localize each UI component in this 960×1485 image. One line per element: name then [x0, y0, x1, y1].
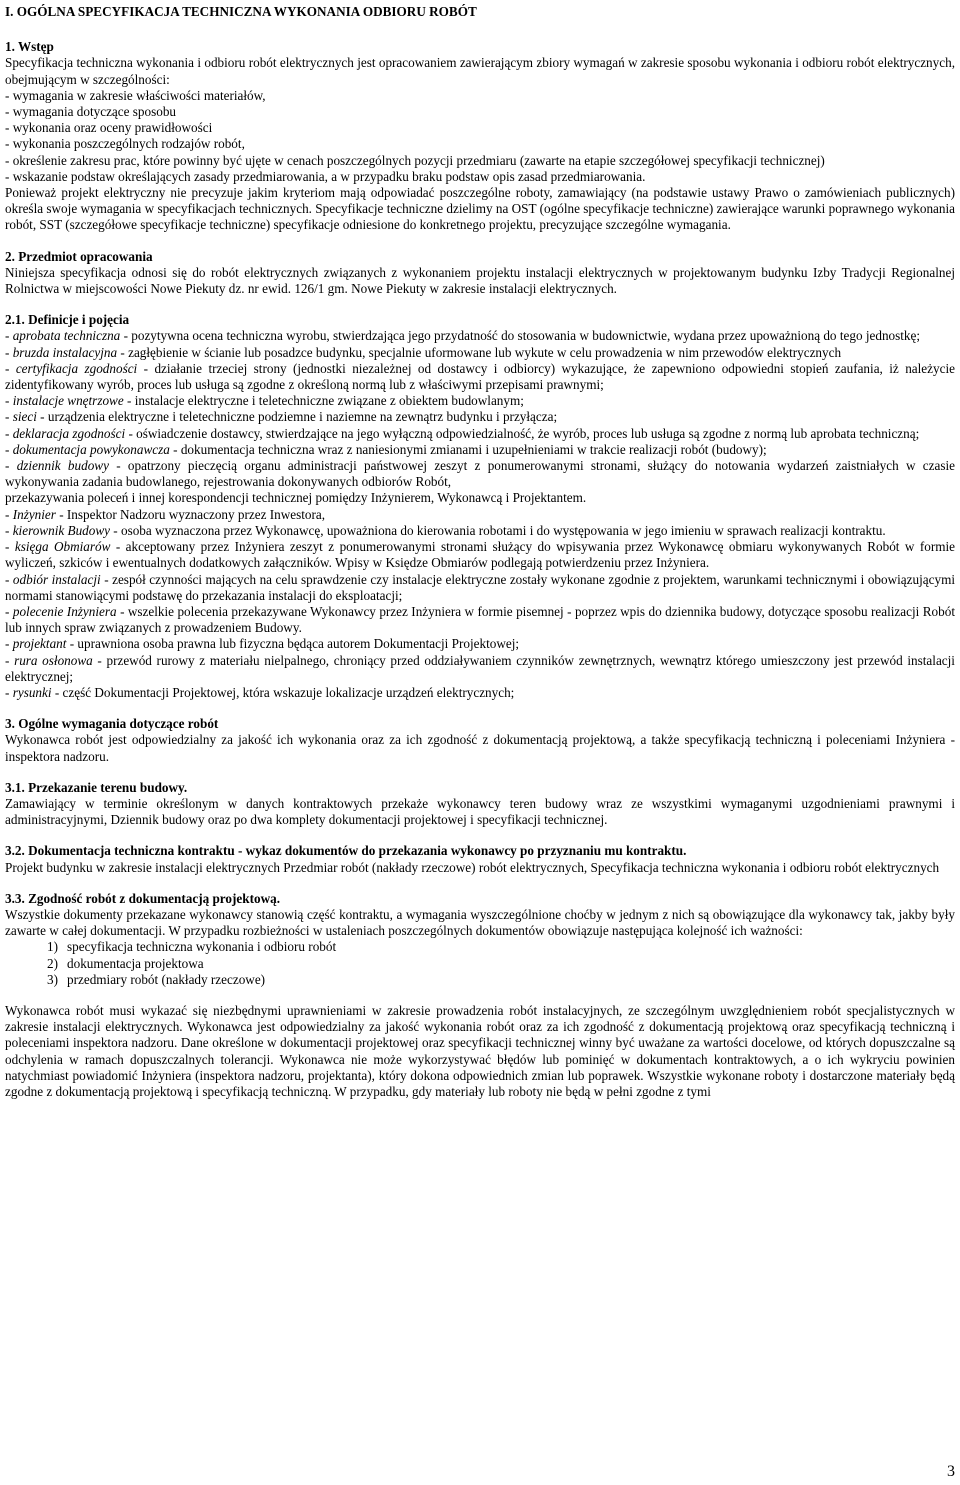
definition-text: - pozytywna ocena techniczna wyrobu, stwierdzająca jego przydatność do stosowania w budownictwie, wydana przez upoważnioną do tego jednostkę;: [120, 328, 921, 344]
section-3-heading: 3. Ogólne wymagania dotyczące robót: [5, 716, 219, 732]
definition-term: instalacje wnętrzowe: [12, 393, 124, 409]
definition-dash: -: [5, 328, 13, 344]
definition-term: dokumentacja powykonawcza: [12, 441, 170, 457]
list-item: - wykonania poszczególnych rodzajów robót,: [5, 136, 245, 152]
definition-item: [5, 345, 955, 361]
definition-text: - Inspektor Nadzoru wyznaczony przez Inwestora,: [55, 506, 326, 522]
definition-item: [5, 490, 955, 506]
section-3-1-heading: 3.1. Przekazanie terenu budowy.: [5, 779, 188, 795]
definition-text: - urządzenia elektryczne i teletechniczne podziemne i naziemne na zewnątrz budynku i przyłącza;: [36, 409, 558, 425]
section-3-3-final: Wykonawca robót musi wykazać się niezbędnymi uprawnieniami w zakresie prowadzenia robót instalacyjnych, ze szczególnym uwzględnieniem robót specjalistycznych w zakresie instalacji elektrycznych. Wykonawca jest odpowiedzialny za jakość wykonania robót oraz za ich zgodność z dokumentacją projektową oraz specyfikacją techniczną i poleceniami inspektora nadzoru. Dane określone w dokumentacji projektowej oraz specyfikacji technicznej winny być uważane za wartości docelowe, od których dopuszczalne są odchylenia w ramach dopuszczalnych tolerancji. Wykonawca nie może wykorzystywać błędów lub pominięć w dokumentach kontraktowych, a o ich wykryciu powinien natychmiast powiadomić Inżyniera (inspektora nadzoru, projektanta), który dokona odpowiednich zmian lub poprawek. Wszystkie wykonane roboty i dostarczone materiały będą zgodne z dokumentacją projektową i specyfikacją techniczną. W przypadku, gdy materiały lub roboty nie będą w pełni zgodne z tymi: [5, 1002, 955, 1099]
definition-item: [5, 604, 955, 636]
definition-dash: -: [5, 652, 15, 668]
list-number: 2): [47, 955, 58, 971]
definition-item: [5, 409, 955, 425]
definition-term: dziennik budowy: [16, 458, 109, 474]
definition-text: - wszelkie polecenia przekazywane Wykonawcy przez Inżyniera w formie pisemnej - poprzez wpis do dziennika budowy, dotyczące sposobu realizacji Robót lub innych spraw związanych z prowadzeniem Budowy.: [5, 603, 955, 636]
section-1-list: [5, 88, 955, 185]
definition-dash: -: [5, 441, 13, 457]
definition-dash: -: [5, 684, 13, 700]
definition-text: - zespół czynności mających na celu sprawdzenie czy instalacje elektryczne zostały wykonane zgodnie z projektem, warunkami technicznymi i obowiązującymi normami stanowiącymi podstawę do przekazania instalacji do eksploatacji;: [5, 571, 955, 603]
definition-text: - akceptowany przez Inżyniera zeszyt z ponumerowanymi stronami służący do wpisywania przez Wykonawcę obmiaru wykonywanych Robót w formie wyliczeń, szkiców i ewentualnych dodatkowych załączników. Wpisy w Księdze Obmiarów podlegają potwierdzeniu przez Inżyniera.: [5, 539, 955, 571]
definition-term: polecenie Inżyniera: [12, 603, 117, 619]
definition-item: [5, 361, 955, 393]
section-3-2-text: Projekt budynku w zakresie instalacji elektrycznych Przedmiar robót (nakłady rzeczowe) robót elektrycznych, Specyfikacja techniczna wykonania i odbioru robót elektrycznych: [5, 859, 940, 875]
definition-dash: -: [5, 636, 13, 652]
list-item: - wskazanie podstaw określających zasady przedmiarowania, a w przypadku braku podstaw opis zasad przedmiarowania.: [5, 168, 646, 184]
definition-term: kierownik Budowy: [12, 522, 110, 538]
definitions-list: [5, 328, 955, 701]
section-2-text: Niniejsza specyfikacja odnosi się do robót elektrycznych związanych z wykonaniem projektu instalacji elektrycznych w projektowanym budynku Izby Tradycji Regionalnej Rolnictwa w miejscowości Nowe Piekuty dz. nr ewid. 126/1 gm. Nowe Piekuty w zakresie instalacji elektrycznych.: [5, 264, 955, 297]
document-page: [5, 4, 955, 1100]
definition-item: [5, 458, 955, 490]
priority-list-item: [47, 956, 955, 972]
definition-term: bruzda instalacyjna: [12, 344, 118, 360]
list-number: 1): [47, 939, 58, 955]
definition-text: - osoba wyznaczona przez Wykonawcę, upoważniona do kierowania robotami i do występowania w jego imieniu w sprawach realizacji kontraktu.: [110, 522, 886, 538]
definition-text: - instalacje elektryczne i teletechniczne związane z obiektem budowlanym;: [123, 393, 524, 409]
definition-term: certyfikacja zgodności: [15, 360, 138, 376]
section-3-2-heading: 3.2. Dokumentacja techniczna kontraktu - wykaz dokumentów do przekazania wykonawcy po przyznaniu mu kontraktu.: [5, 843, 687, 859]
definition-dash: -: [5, 409, 13, 425]
page-number: 3: [947, 1463, 955, 1480]
section-3-1-text: Zamawiający w terminie określonym w danych kontraktowych przekaże wykonawcy teren budowy wraz ze wszystkimi wymaganymi uzgodnieniami prawnymi i administracyjnymi, Dziennik budowy oraz po dwa komplety dokumentacji projektowej i specyfikacji technicznej.: [5, 795, 955, 828]
list-text: dokumentacja projektowa: [67, 955, 204, 971]
priority-list: [5, 939, 955, 988]
definition-term: sieci: [12, 409, 37, 425]
definition-dash: -: [5, 458, 17, 474]
definition-item: [5, 393, 955, 409]
section-3-text: Wykonawca robót jest odpowiedzialny za jakość ich wykonania oraz za ich zgodność z dokumentacją projektową, a także specyfikacją techniczną i poleceniami Inżyniera - inspektora nadzoru.: [5, 732, 955, 764]
definition-term: rura osłonowa: [14, 652, 93, 668]
definition-item: [5, 685, 955, 701]
list-item: - określenie zakresu prac, które powinny być ujęte w cenach poszczególnych pozycji przedmiaru (zawarte na etapie szczegółowej specyfikacji technicznej): [5, 152, 825, 168]
list-item: - wymagania dotyczące sposobu: [5, 104, 177, 120]
definition-text: - część Dokumentacji Projektowej, która wskazuje lokalizacje urządzeń elektrycznych;: [51, 684, 515, 700]
definition-item: [5, 523, 955, 539]
definition-item: [5, 426, 955, 442]
definition-dash: -: [5, 522, 13, 538]
definition-text: - uprawniona osoba prawna lub fizyczna będąca autorem Dokumentacji Projektowej;: [66, 636, 520, 652]
section-2-heading: 2. Przedmiot opracowania: [5, 248, 153, 264]
definition-dash: -: [5, 603, 13, 619]
list-number: 3): [47, 971, 58, 987]
definition-dash: -: [5, 393, 13, 409]
definition-text: - przewód rurowy z materiału nielpalnego, chroniący przed oddziaływaniem czynników zewnętrznych, wewnątrz którego umieszczony jest przewód instalacji elektrycznej;: [5, 652, 955, 684]
definition-dash: -: [5, 344, 13, 360]
definition-term: aprobata techniczna: [12, 328, 121, 344]
definition-item: [5, 507, 955, 523]
definition-dash: -: [5, 425, 13, 441]
definition-item: [5, 572, 955, 604]
definition-term: odbiór instalacji: [12, 571, 101, 587]
definition-term: projektant: [12, 636, 67, 652]
definition-item: [5, 328, 955, 344]
section-1-intro: Specyfikacja techniczna wykonania i odbioru robót elektrycznych jest opracowaniem zawierającym zbiory wymagań w zakresie sposobu wykonania i odbioru robót elektrycznych, obejmującym w szczególności:: [5, 55, 955, 87]
definition-dash: -: [5, 539, 15, 555]
section-3-3-text: Wszystkie dokumenty przekazane wykonawcy stanowią część kontraktu, a wymagania wyszczególnione choćby w jednym z nich są obowiązujące dla wykonawcy tak, jakby były zawarte w całej dokumentacji. W przypadku rozbieżności w ustaleniach poszczególnych dokumentów obowiązuje następująca kolejność ich ważności:: [5, 906, 955, 939]
definition-term: deklaracja zgodności: [12, 425, 126, 441]
definition-text: - oświadczenie dostawcy, stwierdzające na jego wyłączną odpowiedzialność, że wyrób, proces lub usługa są zgodne z normą lub aprobata techniczną;: [125, 425, 920, 441]
priority-list-item: [47, 939, 955, 955]
definition-text: - zagłębienie w ścianie lub posadzce budynku, specjalnie uformowane lub wykute w celu prowadzenia w nim przewodów elektrycznych: [117, 344, 842, 360]
list-item: - wykonania oraz oceny prawidłowości: [5, 120, 213, 136]
definition-dash: -: [5, 571, 13, 587]
section-1-heading: 1. Wstęp: [5, 39, 54, 55]
definition-item: [5, 539, 955, 571]
definition-term: Inżynier: [12, 506, 56, 522]
list-text: specyfikacja techniczna wykonania i odbioru robót: [67, 939, 337, 955]
section-3-3-heading: 3.3. Zgodność robót z dokumentacją projektową.: [5, 890, 280, 906]
document-title: I. OGÓLNA SPECYFIKACJA TECHNICZNA WYKONANIA ODBIORU ROBÓT: [5, 4, 477, 19]
definition-term: rysunki: [12, 684, 52, 700]
definition-dash: -: [5, 506, 13, 522]
definition-text: - opatrzony pieczęcią organu administracji państwowej zeszyt z ponumerowanymi stronami, służący do notowania wydarzeń zaistniałych w czasie wykonywania zadania budowlanego, rejestrowania dokonywanych odbiorów Robót,: [5, 458, 955, 490]
priority-list-item: [47, 972, 955, 988]
definition-item: [5, 636, 955, 652]
section-2-1-heading: 2.1. Definicje i pojęcia: [5, 312, 130, 328]
list-text: przedmiary robót (nakłady rzeczowe): [67, 971, 266, 987]
definition-item: [5, 653, 955, 685]
section-1-paragraph: Ponieważ projekt elektryczny nie precyzuje jakim kryteriom mają odpowiadać poszczególne roboty, zamawiający (na podstawie ustawy Prawo o zamówieniach publicznych) określa swoje wymagania w specyfikacjach technicznych. Specyfikacje techniczne dzielimy na OST (ogólne specyfikacje techniczne) zawierające warunki poprawnego wykonania robót, SST (szczegółowe specyfikacje techniczne) specyfikacje odniesione do konkretnego projektu, precyzujące szczególne wymagania.: [5, 185, 955, 233]
list-item: - wymagania w zakresie właściwości materiałów,: [5, 87, 266, 103]
definition-text: - działanie trzeciej strony (jednostki niezależnej od dostawcy i odbiorcy) wykazujące, że zapewniono odpowiedni stopień zaufania, iż należycie zidentyfikowany wyrób, proces lub usługa są zgodne z określoną normą lub z właściwymi przepisami prawnymi;: [5, 360, 955, 393]
definition-term: księga Obmiarów: [14, 539, 111, 555]
definition-item: [5, 442, 955, 458]
definition-dash: -: [5, 360, 16, 376]
definition-text: - dokumentacja techniczna wraz z naniesionymi zmianami i uzupełnieniami w trakcie realizacji robót (budowy);: [169, 441, 767, 457]
definition-text: przekazywania poleceń i innej korespondencji technicznej pomiędzy Inżynierem, Wykonawcą i Projektantem.: [5, 490, 587, 506]
